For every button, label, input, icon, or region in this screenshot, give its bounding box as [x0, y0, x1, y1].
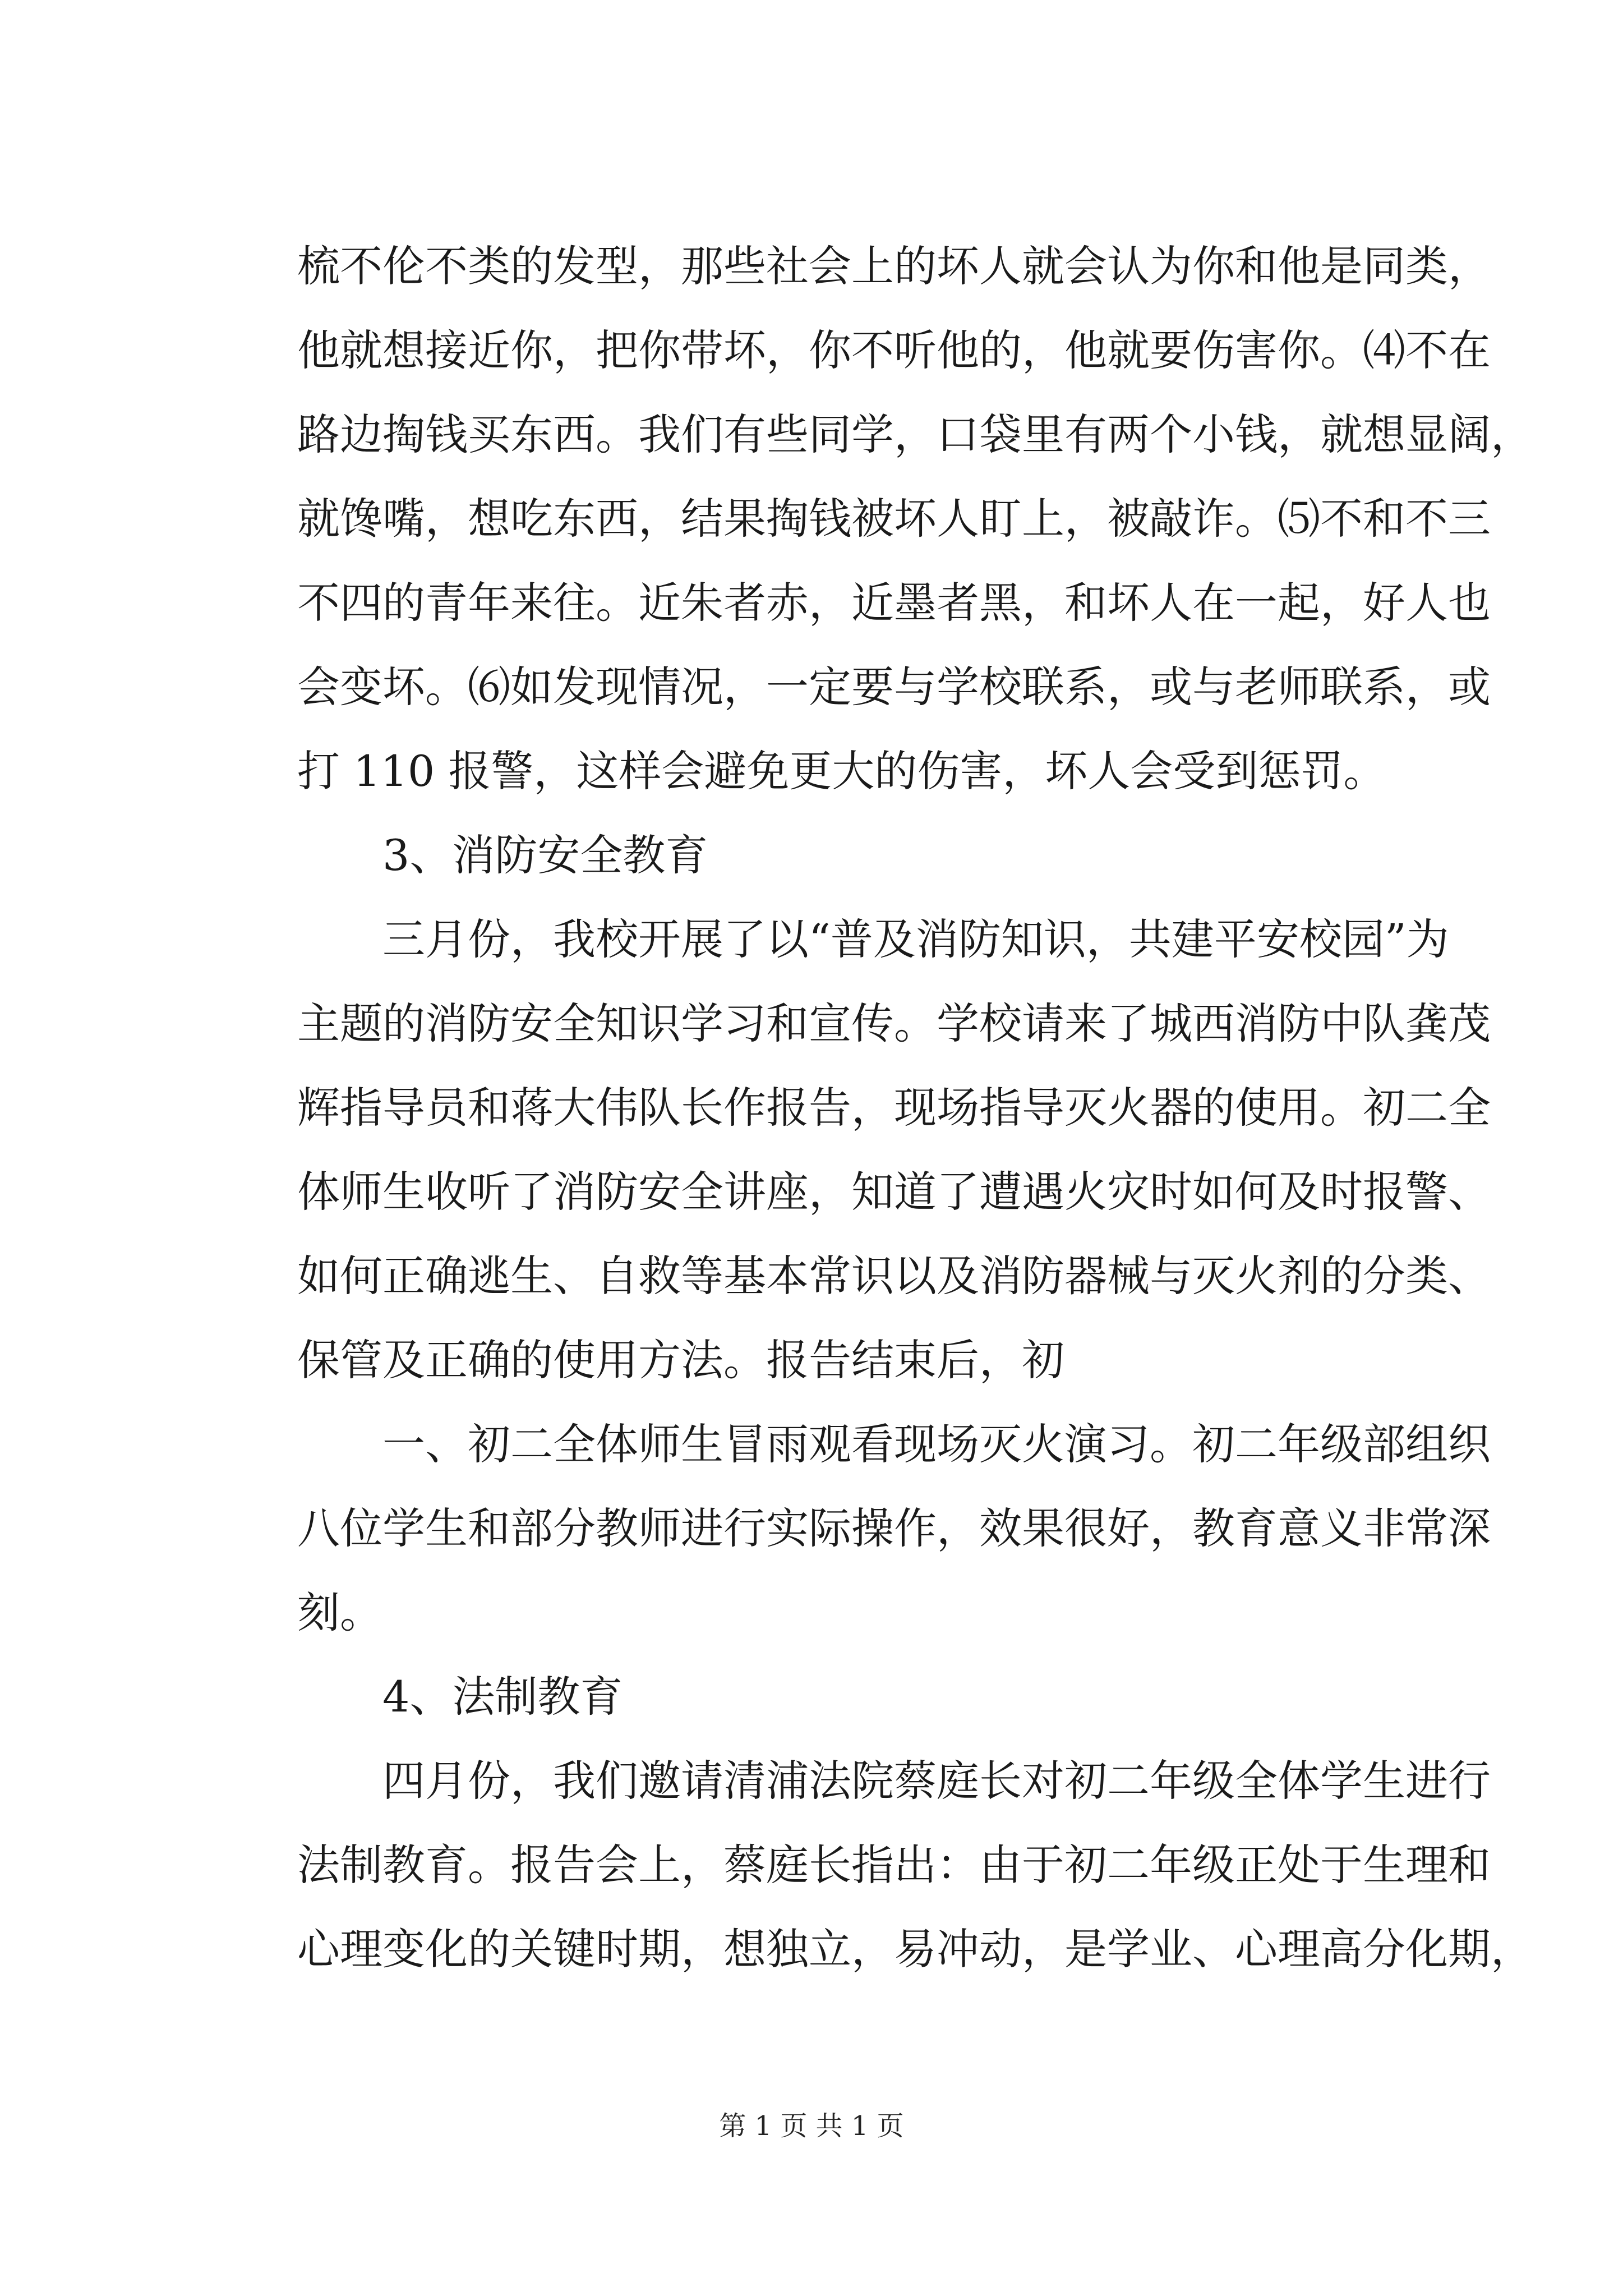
section-heading: 4、法制教育 — [297, 1672, 623, 1722]
text-line: 刻。 — [297, 1588, 382, 1637]
text-line: 辉指导员和蒋大伟队长作报告，现场指导灭火器的使用。初二全 — [297, 1083, 1491, 1133]
text-line: 梳不伦不类的发型，那些社会上的坏人就会认为你和他是同类， — [297, 241, 1491, 291]
text-line: 他就想接近你，把你带坏，你不听他的，他就要伤害你。⑷不在 — [297, 325, 1491, 375]
page-number-label: 第 1 页 共 1 页 — [719, 2110, 904, 2142]
text-line: 不四的青年来往。近朱者赤，近墨者黑，和坏人在一起，好人也 — [297, 578, 1491, 628]
text-line: 八位学生和部分教师进行实际操作，效果很好，教育意义非常深 — [297, 1503, 1491, 1553]
text-line: 路边掏钱买东西。我们有些同学，口袋里有两个小钱，就想显阔， — [297, 409, 1533, 459]
text-line: 如何正确逃生、自救等基本常识以及消防器械与灭火剂的分类、 — [297, 1251, 1491, 1301]
text-line: 体师生收听了消防安全讲座，知道了遭遇火灾时如何及时报警、 — [297, 1167, 1491, 1217]
page-footer — [0, 2109, 1623, 2143]
text-line: 会变坏。⑹如发现情况，一定要与学校联系，或与老师联系，或 — [297, 662, 1491, 712]
text-line: 心理变化的关键时期，想独立，易冲动，是学业、心理高分化期， — [297, 1924, 1533, 1974]
text-line: 法制教育。报告会上，蔡庭长指出：由于初二年级正处于生理和 — [297, 1840, 1491, 1890]
text-line: 打 110 报警，这样会避免更大的伤害，坏人会受到惩罚。 — [297, 746, 1386, 796]
text-line: 一、初二全体师生冒雨观看现场灭火演习。初二年级部组织 — [297, 1419, 1491, 1469]
text-line: 主题的消防安全知识学习和宣传。学校请来了城西消防中队龚茂 — [297, 999, 1491, 1048]
text-line: 保管及正确的使用方法。报告结束后，初 — [297, 1335, 1064, 1385]
text-line: 四月份，我们邀请清浦法院蔡庭长对初二年级全体学生进行 — [297, 1756, 1491, 1806]
text-line: 就馋嘴，想吃东西，结果掏钱被坏人盯上，被敲诈。⑸不和不三 — [297, 494, 1491, 544]
section-heading: 3、消防安全教育 — [297, 830, 708, 880]
document-body — [297, 224, 1533, 1991]
text-line: 三月份，我校开展了以“普及消防知识，共建平安校园”为 — [297, 914, 1449, 964]
